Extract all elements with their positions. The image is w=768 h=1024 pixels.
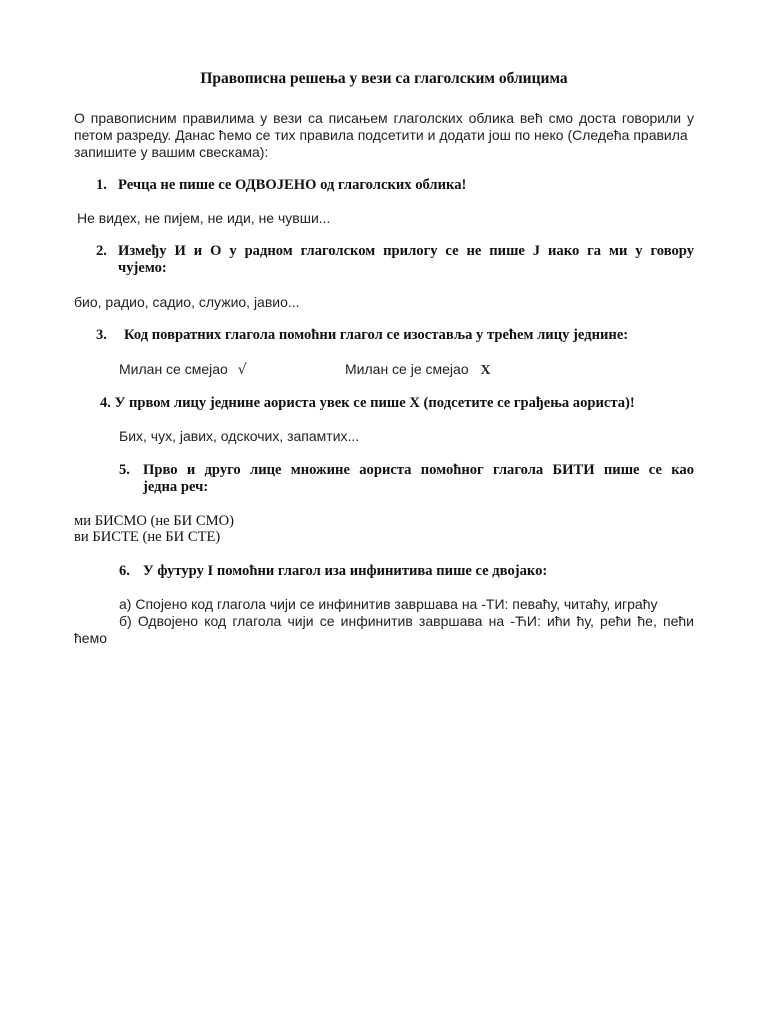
rule-3-text: Код повратних глагола помоћни глагол се изоставља у трећем лицу једнине:: [124, 327, 629, 343]
intro-line-3: запишите у вашим свескама):: [74, 144, 269, 160]
rule-1-text: Речца не пише се ОДВОЈЕНО од глаголских облика!: [118, 177, 467, 193]
rule-2: [96, 243, 694, 260]
rule-3-correct-text: Милан се смејао: [119, 361, 228, 377]
rule-5-example-1: ми БИСМО (не БИ СМО): [74, 513, 234, 529]
rule-4-number: 4.: [100, 395, 111, 411]
rule-3-example-correct: [119, 361, 247, 379]
rule-2-number: 2.: [96, 243, 107, 259]
rule-4-text: У првом лицу једнине аориста увек се пише Х (подсетите се грађења аориста)!: [114, 395, 635, 411]
cross-mark-icon: X: [480, 363, 491, 378]
rule-2-text-line2: чујемо:: [118, 260, 167, 276]
rule-5-number: 5.: [119, 462, 130, 478]
check-mark-icon: √: [237, 362, 247, 378]
rule-6-number: 6.: [119, 563, 130, 579]
rule-1-example: Не видех, не пијем, не иди, не чувши...: [77, 210, 331, 226]
rule-3-example-wrong: [345, 361, 491, 379]
rule-4: [100, 395, 635, 412]
rule-3: [96, 327, 628, 344]
intro-line-1: О правописним правилима у вези са писањем глаголских облика већ смо доста говорили у: [74, 110, 694, 126]
rule-4-example: Бих, чух, јавих, одскочих, запамтих...: [119, 428, 360, 444]
rule-3-number: 3.: [96, 327, 107, 343]
rule-5-text-line2: једна реч:: [143, 479, 209, 495]
rule-2-text-line1: Између И и О у радном глаголском прилогу се не пише Ј иако га ми у говору: [118, 243, 694, 259]
rule-6-example-b-line1: б) Одвојено код глагола чији се инфинитив завршава на -ЋИ: ићи ћу, рећи ће, пећи: [119, 613, 694, 629]
rule-6-example-a: а) Спојено код глагола чији се инфинитив завршава на -ТИ: певаћу, читаћу, играћу: [119, 596, 658, 612]
page-title: Правописна решења у вези са глаголским облицима: [200, 70, 568, 87]
rule-6-example-b-line2: ћемо: [74, 630, 107, 646]
rule-5: [119, 462, 694, 479]
rule-5-example-2: ви БИСТЕ (не БИ СТЕ): [74, 529, 221, 545]
rule-6: [119, 563, 547, 580]
rule-2-example: био, радио, садио, служио, јавио...: [74, 294, 300, 310]
rule-6-text: У футуру I помоћни глагол иза инфинитива пише се двојако:: [143, 563, 548, 579]
rule-5-text-line1: Прво и друго лице множине аориста помоћног глагола БИТИ пише се као: [143, 462, 694, 478]
rule-1-number: 1.: [96, 177, 107, 193]
intro-line-2: петом разреду. Данас ћемо се тих правила подсетити и додати још по неко (Следећа правила: [74, 127, 688, 143]
rule-1: [96, 177, 466, 194]
rule-3-wrong-text: Милан се је смејао: [345, 361, 469, 377]
